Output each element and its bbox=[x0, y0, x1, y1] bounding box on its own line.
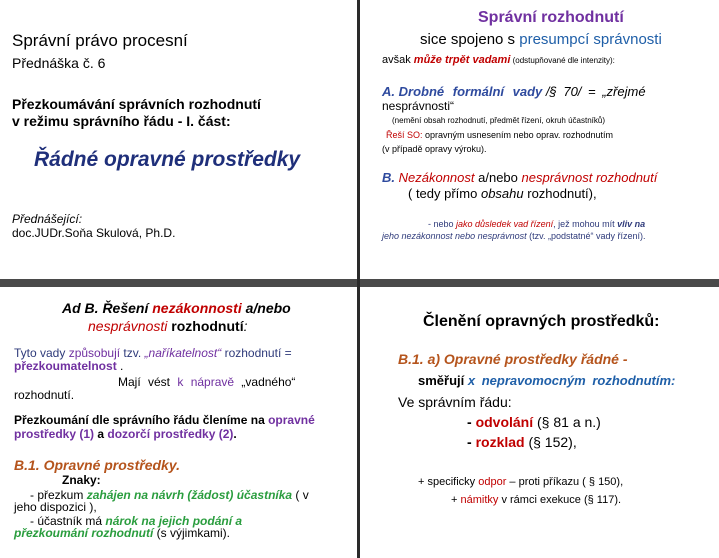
text: „vadného“ bbox=[234, 375, 296, 389]
point-b-label: B. bbox=[382, 170, 395, 185]
appeal-text: odvolání bbox=[475, 414, 534, 430]
slide-2 bbox=[360, 0, 719, 279]
resolution-line-2: (v případě opravy výroku). bbox=[382, 144, 487, 154]
feature-1-line-2: jeho dispozici ), bbox=[14, 500, 97, 514]
bullet: - bbox=[467, 414, 476, 430]
paragraph-2-line-2: rozhodnutí. bbox=[14, 388, 75, 402]
lecturer-label: Přednášející: bbox=[12, 212, 83, 226]
slide-title: Správní rozhodnutí bbox=[478, 9, 624, 26]
slide-title bbox=[62, 300, 291, 316]
slide-3 bbox=[0, 287, 357, 558]
defects-line bbox=[382, 54, 615, 66]
text: sice spojeno s bbox=[420, 31, 520, 48]
point-a-line-2: nesprávnosti“ bbox=[382, 99, 455, 113]
paragraph-3-line-2 bbox=[14, 427, 237, 441]
content-text: obsahu bbox=[480, 186, 524, 201]
remedy-opposition bbox=[418, 476, 623, 488]
paragraph-1 bbox=[14, 346, 292, 360]
cause-text: způsobují bbox=[68, 346, 121, 360]
non-final-text: x nepravomocným rozhodnutím: bbox=[467, 373, 676, 388]
remedy-objections bbox=[451, 494, 621, 506]
features-label: Znaky: bbox=[62, 473, 101, 487]
intensity-note: (odstupňované dle intenzity): bbox=[510, 56, 615, 65]
text: + bbox=[451, 494, 461, 506]
bullet: - bbox=[467, 434, 476, 450]
remedies-text: prostředky (1) bbox=[14, 427, 95, 441]
incorrectness-text: nesprávnosti bbox=[88, 318, 168, 334]
entitlement-text: nárok na jejich podání a bbox=[105, 514, 243, 528]
remedies-text: opravné bbox=[268, 413, 315, 427]
section-b1-heading: B.1. Opravné prostředky. bbox=[14, 457, 180, 473]
point-a-label: A. bbox=[382, 84, 395, 99]
text: : bbox=[243, 318, 248, 334]
presumption-line bbox=[420, 31, 662, 48]
text: směřují bbox=[418, 373, 468, 388]
lecturer-name: doc.JUDr.Soňa Skulová, Ph.D. bbox=[12, 226, 176, 240]
illegality-note: jeho nezákonnost nebo nesprávnost bbox=[382, 231, 527, 241]
text: tzv. bbox=[120, 346, 145, 360]
objection-text: rozklad bbox=[475, 434, 525, 450]
topic-line-1: Přezkoumávání správních rozhodnutí bbox=[12, 96, 261, 112]
reviewability-text: přezkoumatelnost bbox=[14, 359, 117, 373]
point-b-line-2 bbox=[408, 186, 597, 201]
slide-title-2 bbox=[88, 318, 247, 334]
text: ( tedy přímo bbox=[408, 186, 481, 201]
illegality-text: nezákonnosti bbox=[152, 300, 242, 316]
text: ( v bbox=[292, 488, 309, 502]
procedure-defects-text: jako důsledek vad řízení bbox=[456, 219, 554, 229]
text: Tyto vady bbox=[14, 346, 69, 360]
text: rozhodnutí), bbox=[523, 186, 597, 201]
text: + specificky bbox=[418, 476, 479, 488]
review-text: přezkoumání rozhodnutí bbox=[14, 526, 154, 540]
objections-ref: v rámci exekuce (§ 117). bbox=[498, 494, 622, 506]
opposition-text: odpor bbox=[478, 476, 507, 488]
resolution-text: opravným usnesením nebo oprav. rozhodnutím bbox=[422, 130, 613, 140]
initiation-text: zahájen na návrh (žádost) účastníka bbox=[86, 488, 293, 502]
text: - přezkum bbox=[30, 488, 87, 502]
section-b1a-heading: B.1. a) Opravné prostředky řádné - bbox=[398, 351, 628, 367]
point-b-line bbox=[382, 170, 657, 185]
contestability-text: „naříkatelnost“ bbox=[144, 346, 222, 360]
feature-2-line-2 bbox=[14, 526, 230, 540]
slide-title: Členění opravných prostředků: bbox=[423, 313, 660, 330]
resolution-label: Řeší SO: bbox=[386, 130, 423, 140]
slide-subtitle: Řádné opravné prostředky bbox=[34, 148, 301, 171]
essential-defects-note: (tzv. „podstatné“ vady řízení). bbox=[526, 231, 646, 241]
text: . bbox=[116, 359, 124, 373]
opposition-ref: – proti příkazu ( § 150), bbox=[506, 476, 624, 488]
text: rozhodnutí = bbox=[221, 346, 292, 360]
text: Přezkoumání dle správního řádu členíme na bbox=[14, 413, 269, 427]
illegality-text: Nezákonnost bbox=[398, 170, 475, 185]
course-title: Správní právo procesní bbox=[12, 31, 188, 50]
slide-1 bbox=[0, 0, 357, 279]
text: a bbox=[94, 427, 108, 441]
paragraph-1-line-2 bbox=[14, 359, 123, 373]
and-or-text: a/nebo bbox=[474, 170, 522, 185]
presumption-text: presumpcí správnosti bbox=[519, 31, 662, 48]
point-a-ref: /§ 70/ = „zřejmé bbox=[545, 84, 646, 99]
defects-text: může trpět vadami bbox=[413, 54, 511, 66]
text: Mají vést bbox=[118, 375, 178, 389]
point-a-note: (nemění obsah rozhodnutí, předmět řízení, okruh účastníků) bbox=[392, 116, 606, 125]
point-b-note-2 bbox=[382, 231, 646, 241]
objections-text: námitky bbox=[460, 494, 499, 506]
paragraph-2 bbox=[118, 375, 295, 389]
direction-line bbox=[418, 373, 675, 388]
text: rozhodnutí bbox=[167, 318, 244, 334]
text: . bbox=[233, 427, 237, 441]
point-b-note bbox=[428, 219, 645, 229]
text: - účastník má bbox=[30, 514, 106, 528]
remedy-text: k nápravě bbox=[177, 375, 235, 389]
objection-ref: (§ 152), bbox=[524, 434, 577, 450]
code-line: Ve správním řádu: bbox=[398, 394, 512, 410]
influence-text: vliv na bbox=[617, 219, 646, 229]
lecture-number: Přednáška č. 6 bbox=[12, 55, 106, 71]
paragraph-3 bbox=[14, 413, 315, 427]
incorrectness-text: nesprávnost rozhodnutí bbox=[521, 170, 658, 185]
text: (s výjimkami). bbox=[153, 526, 231, 540]
text: a/nebo bbox=[241, 300, 291, 316]
remedy-appeal bbox=[467, 414, 601, 430]
topic-line-2: v režimu správního řádu - I. část: bbox=[12, 113, 231, 129]
point-a-line bbox=[382, 84, 708, 99]
text: Ad B. Řešení bbox=[62, 300, 153, 316]
resolution-line bbox=[386, 130, 613, 140]
text: - nebo bbox=[428, 219, 457, 229]
point-a-title: Drobné formální vady bbox=[398, 84, 543, 99]
remedy-objection bbox=[467, 434, 577, 450]
appeal-ref: (§ 81 a n.) bbox=[533, 414, 601, 430]
supervisory-text: dozorčí prostředky (2) bbox=[107, 427, 234, 441]
text: avšak bbox=[382, 54, 414, 66]
text: , jež mohou mít bbox=[553, 219, 618, 229]
slide-4 bbox=[360, 287, 719, 558]
